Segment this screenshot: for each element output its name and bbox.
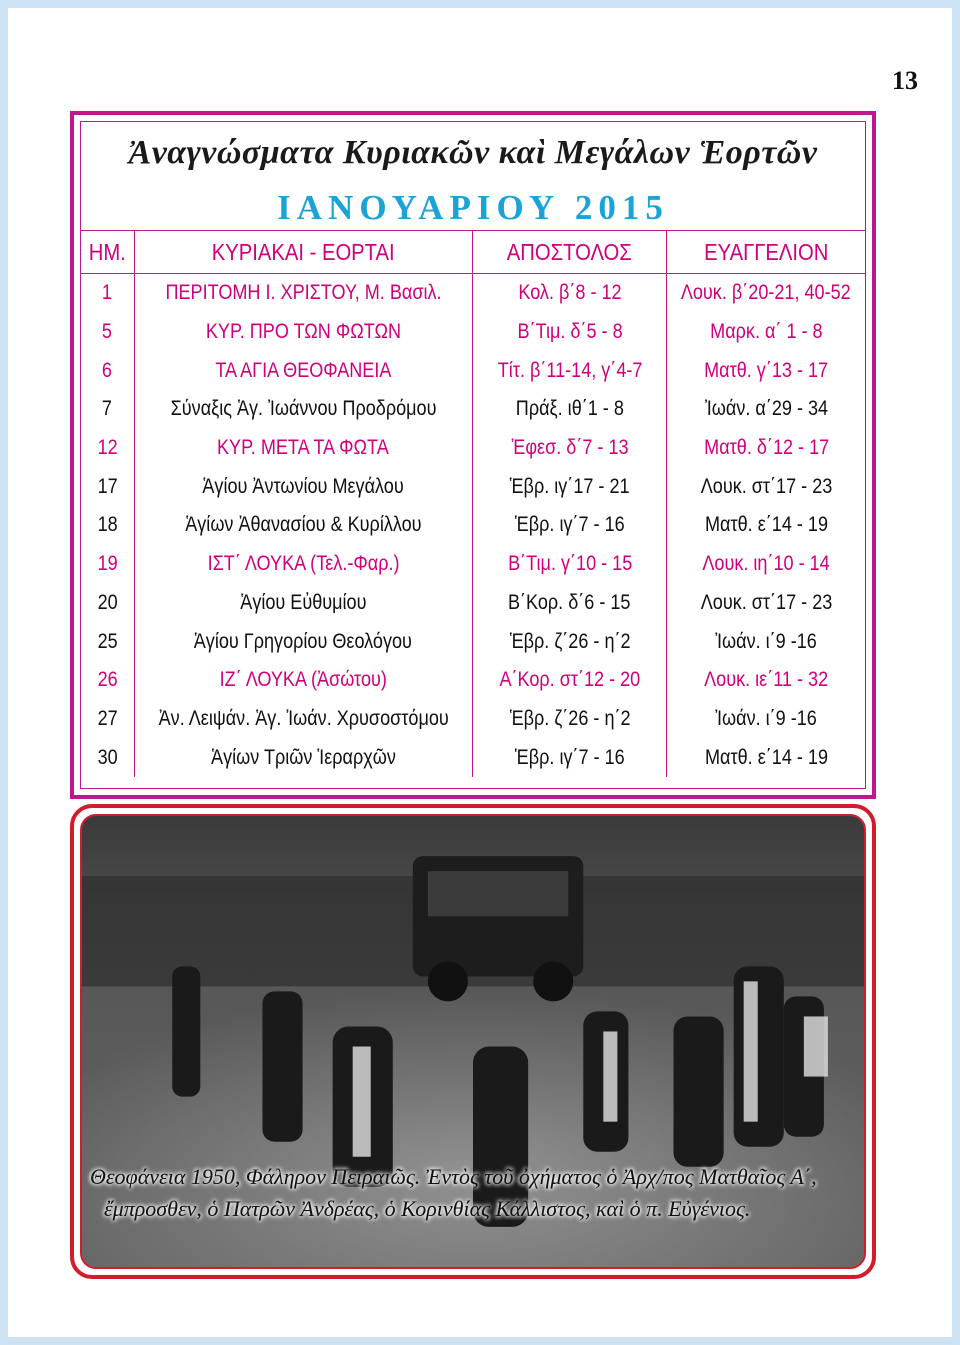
row-apostle-text: Ἑβρ. ζ΄26 - η΄2 — [509, 629, 631, 653]
page-number: 13 — [892, 66, 918, 95]
row-feast-text: ΚΥΡ. ΜΕΤΑ ΤΑ ΦΩΤΑ — [217, 436, 390, 460]
photo-frame — [70, 804, 876, 1279]
row-apostle — [472, 545, 667, 584]
row-feast — [134, 622, 472, 661]
table-row — [81, 390, 865, 429]
row-apostle — [472, 313, 667, 352]
table-row — [81, 351, 865, 390]
readings-table-frame — [70, 111, 876, 799]
readings-table-inner — [80, 121, 866, 789]
row-gospel-text: Λουκ. στ΄17 - 23 — [700, 590, 833, 614]
row-feast-text: ΙΖ΄ ΛΟΥΚΑ (Ἀσώτου) — [219, 668, 387, 692]
row-gospel — [667, 545, 865, 584]
photo-caption — [90, 1161, 856, 1225]
caption-line-1: Θεοφάνεια 1950, Φάληρον Πειραιῶς. Ἐντὸς τοῦ ὀχήματος ὁ Ἀρχ/πος Ματθαῖος Α΄, — [90, 1164, 817, 1189]
row-feast — [134, 390, 472, 429]
row-feast-text: ΚΥΡ. ΠΡΟ ΤΩΝ ΦΩΤΩΝ — [205, 320, 401, 344]
table-row — [81, 700, 865, 739]
row-day-text: 17 — [97, 474, 118, 498]
row-apostle-text: Κολ. β΄8 - 12 — [518, 281, 622, 305]
row-gospel-text: Ματθ. ε΄14 - 19 — [704, 745, 828, 769]
row-gospel — [667, 661, 865, 700]
row-gospel — [667, 738, 865, 777]
row-feast-text: Ἁγίου Εὐθυμίου — [240, 590, 367, 614]
row-apostle — [472, 429, 667, 468]
row-apostle-text: Ἑβρ. ιγ΄7 - 16 — [514, 513, 625, 537]
row-feast-text: ΠΕΡΙΤΟΜΗ Ι. ΧΡΙΣΤΟΥ, Μ. Βασιλ. — [165, 281, 442, 305]
row-apostle-text: Ἑβρ. ζ΄26 - η΄2 — [509, 706, 631, 730]
row-gospel-text: Ματθ. δ΄12 - 17 — [703, 436, 829, 460]
page-title: Ἀναγνώσματα Κυριακῶν καὶ Μεγάλων Ἑορτῶν — [128, 134, 818, 171]
row-gospel — [667, 274, 865, 313]
row-gospel — [667, 390, 865, 429]
row-day-text: 27 — [97, 706, 118, 730]
row-day — [81, 429, 134, 468]
table-row — [81, 622, 865, 661]
table-row — [81, 584, 865, 623]
table-row — [81, 545, 865, 584]
row-apostle — [472, 584, 667, 623]
table-row — [81, 738, 865, 777]
row-day — [81, 622, 134, 661]
row-gospel — [667, 351, 865, 390]
table-row — [81, 506, 865, 545]
row-apostle-text: Β΄Κορ. δ΄6 - 15 — [508, 590, 631, 614]
row-gospel-text: Ἰωάν. ι΄9 -16 — [715, 706, 818, 730]
row-apostle — [472, 351, 667, 390]
row-feast — [134, 545, 472, 584]
row-day-text: 25 — [97, 629, 118, 653]
row-gospel-text: Ἰωάν. ι΄9 -16 — [715, 629, 818, 653]
row-feast-text: Ἁγίων Ἀθανασίου & Κυρίλλου — [185, 513, 422, 537]
header-feast: ΚΥΡΙΑΚΑΙ - ΕΟΡΤΑΙ — [154, 231, 452, 274]
row-apostle — [472, 622, 667, 661]
row-apostle-text: Β΄Τιμ. δ΄5 - 8 — [517, 320, 623, 344]
row-apostle — [472, 738, 667, 777]
row-feast-text: Σύναξις Ἁγ. Ἰωάννου Προδρόμου — [170, 397, 437, 421]
row-day-text: 1 — [102, 281, 113, 305]
row-feast-text: Ἀν. Λειψάν. Ἁγ. Ἰωάν. Χρυσοστόμου — [158, 706, 449, 730]
row-apostle-text: Ἐφεσ. δ΄7 - 13 — [511, 436, 629, 460]
row-feast — [134, 351, 472, 390]
page — [8, 8, 952, 1337]
row-apostle — [472, 274, 667, 313]
table-header-row — [81, 231, 865, 274]
row-apostle-text: Β΄Τιμ. γ΄10 - 15 — [507, 552, 632, 576]
table-row — [81, 467, 865, 506]
row-apostle — [472, 700, 667, 739]
row-feast-text: ΤΑ ΑΓΙΑ ΘΕΟΦΑΝΕΙΑ — [215, 358, 392, 382]
row-gospel-text: Ματθ. ε΄14 - 19 — [704, 513, 828, 537]
row-gospel-text: Λουκ. στ΄17 - 23 — [700, 474, 833, 498]
row-apostle — [472, 661, 667, 700]
row-feast — [134, 429, 472, 468]
row-apostle — [472, 390, 667, 429]
row-gospel — [667, 584, 865, 623]
row-day — [81, 467, 134, 506]
caption-line-2: ἔμπροσθεν, ὁ Πατρῶν Ἀνδρέας, ὁ Κορινθίας Κάλλιστος, καὶ ὁ π. Εὐγένιος. — [104, 1196, 751, 1221]
header-gospel: ΕΥΑΓΓΕΛΙΟΝ — [679, 231, 853, 274]
row-gospel — [667, 313, 865, 352]
row-apostle — [472, 506, 667, 545]
row-gospel-text: Ματθ. γ΄13 - 17 — [704, 358, 829, 382]
row-day — [81, 661, 134, 700]
row-feast-text: Ἁγίου Γρηγορίου Θεολόγου — [194, 629, 413, 653]
row-gospel-text: Λουκ. β΄20-21, 40-52 — [681, 281, 852, 305]
row-apostle-text: Ἑβρ. ιγ΄7 - 16 — [514, 745, 625, 769]
row-day — [81, 274, 134, 313]
row-feast-text: Ἁγίου Ἀντωνίου Μεγάλου — [202, 474, 404, 498]
row-day-text: 26 — [97, 668, 118, 692]
table-row — [81, 661, 865, 700]
row-feast — [134, 738, 472, 777]
row-feast — [134, 467, 472, 506]
row-day-text: 20 — [97, 590, 118, 614]
row-apostle-text: Τίτ. β΄11-14, γ΄4-7 — [497, 358, 643, 382]
row-gospel — [667, 506, 865, 545]
row-day-text: 30 — [97, 745, 118, 769]
row-feast — [134, 661, 472, 700]
row-day-text: 5 — [102, 320, 113, 344]
row-feast — [134, 274, 472, 313]
row-day-text: 18 — [97, 513, 118, 537]
row-feast — [134, 313, 472, 352]
row-gospel-text: Λουκ. ιε΄11 - 32 — [704, 668, 829, 692]
row-gospel — [667, 429, 865, 468]
row-gospel-text: Ἰωάν. α΄29 - 34 — [704, 397, 828, 421]
row-day — [81, 313, 134, 352]
row-day — [81, 700, 134, 739]
row-day-text: 19 — [97, 552, 118, 576]
readings-table — [81, 230, 865, 777]
row-gospel — [667, 622, 865, 661]
row-day — [81, 390, 134, 429]
table-row — [81, 274, 865, 313]
row-gospel — [667, 467, 865, 506]
row-day — [81, 545, 134, 584]
row-feast — [134, 506, 472, 545]
row-day-text: 12 — [97, 436, 118, 460]
photo-inner — [80, 814, 866, 1269]
row-feast-text: Ἁγίων Τριῶν Ἱεραρχῶν — [210, 745, 396, 769]
row-day — [81, 351, 134, 390]
row-day-text: 7 — [102, 397, 113, 421]
row-gospel-text: Μαρκ. α΄ 1 - 8 — [710, 320, 823, 344]
header-day: ΗΜ. — [84, 231, 131, 274]
table-row — [81, 429, 865, 468]
row-feast — [134, 700, 472, 739]
row-feast-text: ΙΣΤ΄ ΛΟΥΚΑ (Τελ.-Φαρ.) — [207, 552, 400, 576]
header-apostle: ΑΠΟΣΤΟΛΟΣ — [484, 231, 655, 274]
row-day-text: 6 — [102, 358, 113, 382]
row-feast — [134, 584, 472, 623]
row-apostle — [472, 467, 667, 506]
row-gospel-text: Λουκ. ιη΄10 - 14 — [702, 552, 830, 576]
row-apostle-text: Ἑβρ. ιγ΄17 - 21 — [509, 474, 630, 498]
row-apostle-text: Α΄Κορ. στ΄12 - 20 — [499, 668, 641, 692]
row-apostle-text: Πράξ. ιθ΄1 - 8 — [515, 397, 624, 421]
month-subtitle: ΙΑΝΟΥΑΡΙΟΥ 2015 — [277, 188, 669, 227]
table-row — [81, 313, 865, 352]
row-gospel — [667, 700, 865, 739]
row-day — [81, 584, 134, 623]
row-day — [81, 738, 134, 777]
row-day — [81, 506, 134, 545]
